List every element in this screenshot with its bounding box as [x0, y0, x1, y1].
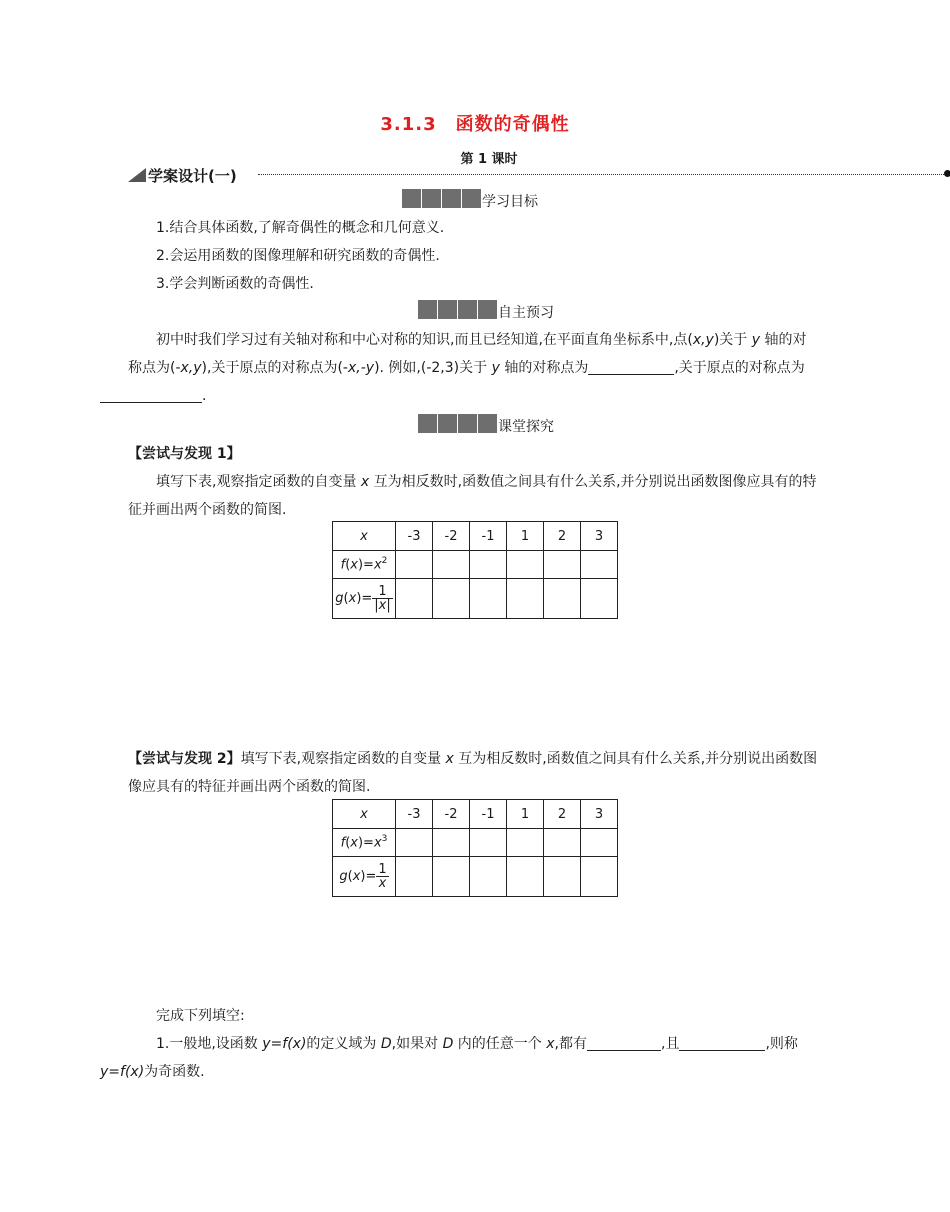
trial1-label: 【尝试与发现 1】	[128, 446, 241, 462]
heading-blocks-icon	[418, 300, 498, 323]
fill-intro: 完成下列填空:	[156, 1008, 245, 1024]
heading-blocks-icon	[402, 189, 482, 212]
answer-cell[interactable]	[507, 857, 544, 897]
goal-item: 2.会运用函数的图像理解和研究函数的奇偶性.	[156, 248, 440, 264]
answer-cell[interactable]	[396, 551, 433, 579]
answer-cell[interactable]	[433, 829, 470, 857]
table-row: g(x)= $\frac{1}{x}$	[333, 857, 618, 897]
answer-cell[interactable]	[396, 857, 433, 897]
fill-item-1: 1.一般地,设函数 y=f(x)的定义域为 D,如果对 D 内的任意一个 x,都有 ,且 ,则称 y=f(x)为奇函数.	[100, 1036, 798, 1080]
answer-cell[interactable]	[470, 857, 507, 897]
answer-cell[interactable]	[544, 579, 581, 619]
answer-cell[interactable]	[544, 551, 581, 579]
trial1-text: 填写下表,观察指定函数的自变量 x 互为相反数时,函数值之间具有什么关系,并分别说出函数图像应具有的特征并画出两个函数的简图.	[128, 474, 817, 518]
table-row: g(x)= $\frac{1}{|x|}$	[333, 579, 618, 619]
trial2-text: 【尝试与发现 2】填写下表,观察指定函数的自变量 x 互为相反数时,函数值之间具有什么关系,并分别说出函数图像应具有的特征并画出两个函数的简图.	[128, 751, 818, 795]
answer-cell[interactable]	[581, 579, 618, 619]
answer-cell[interactable]	[433, 857, 470, 897]
answer-cell[interactable]	[581, 857, 618, 897]
answer-cell[interactable]	[581, 829, 618, 857]
answer-cell[interactable]	[470, 551, 507, 579]
value-table-1	[332, 521, 618, 619]
goal-item: 1.结合具体函数,了解奇偶性的概念和几何意义.	[156, 220, 445, 236]
section-heading-explore: 课堂探究	[418, 414, 554, 437]
preview-paragraph: 初中时我们学习过有关轴对称和中心对称的知识,而且已经知道,在平面直角坐标系中,点(x,y)关于 y 轴的对称点为(-x,y),关于原点的对称点为(-x,-y). 例如,(-2,3)关于 y 轴的对称点为 ,关于原点的对称点为 .	[128, 326, 820, 410]
answer-cell[interactable]	[581, 551, 618, 579]
answer-blank[interactable]	[587, 1034, 661, 1051]
answer-cell[interactable]	[470, 579, 507, 619]
answer-cell[interactable]	[507, 551, 544, 579]
banner-label: 学案设计(一)	[148, 167, 237, 185]
table-row: x -3 -2 -1 1 2 3	[333, 522, 618, 551]
banner-end-dot-icon	[944, 170, 950, 177]
banner-dotted-line	[258, 174, 948, 175]
answer-cell[interactable]	[433, 579, 470, 619]
table-row: x -3 -2 -1 1 2 3	[333, 800, 618, 829]
lesson-subtitle: 第 1 课时	[460, 152, 518, 167]
table-row: $f(x)=x^3$	[333, 829, 618, 857]
answer-cell[interactable]	[470, 829, 507, 857]
goals-list	[128, 214, 820, 298]
table-row: $f(x)=x^2$	[333, 551, 618, 579]
section-heading-preview: 自主预习	[418, 300, 554, 323]
page-title: 3.1.3 函数的奇偶性	[380, 114, 570, 135]
value-table-2	[332, 799, 618, 897]
heading-blocks-icon	[418, 414, 498, 437]
answer-cell[interactable]	[544, 829, 581, 857]
answer-blank[interactable]	[588, 358, 674, 375]
answer-blank[interactable]	[679, 1034, 765, 1051]
section-banner	[128, 165, 828, 185]
goal-item: 3.学会判断函数的奇偶性.	[156, 276, 314, 292]
answer-blank[interactable]	[100, 386, 202, 403]
section-heading-goals: 学习目标	[402, 189, 538, 212]
answer-cell[interactable]	[507, 829, 544, 857]
banner-triangle-icon	[128, 168, 146, 182]
answer-cell[interactable]	[544, 857, 581, 897]
answer-cell[interactable]	[433, 551, 470, 579]
answer-cell[interactable]	[396, 579, 433, 619]
answer-cell[interactable]	[396, 829, 433, 857]
answer-cell[interactable]	[507, 579, 544, 619]
